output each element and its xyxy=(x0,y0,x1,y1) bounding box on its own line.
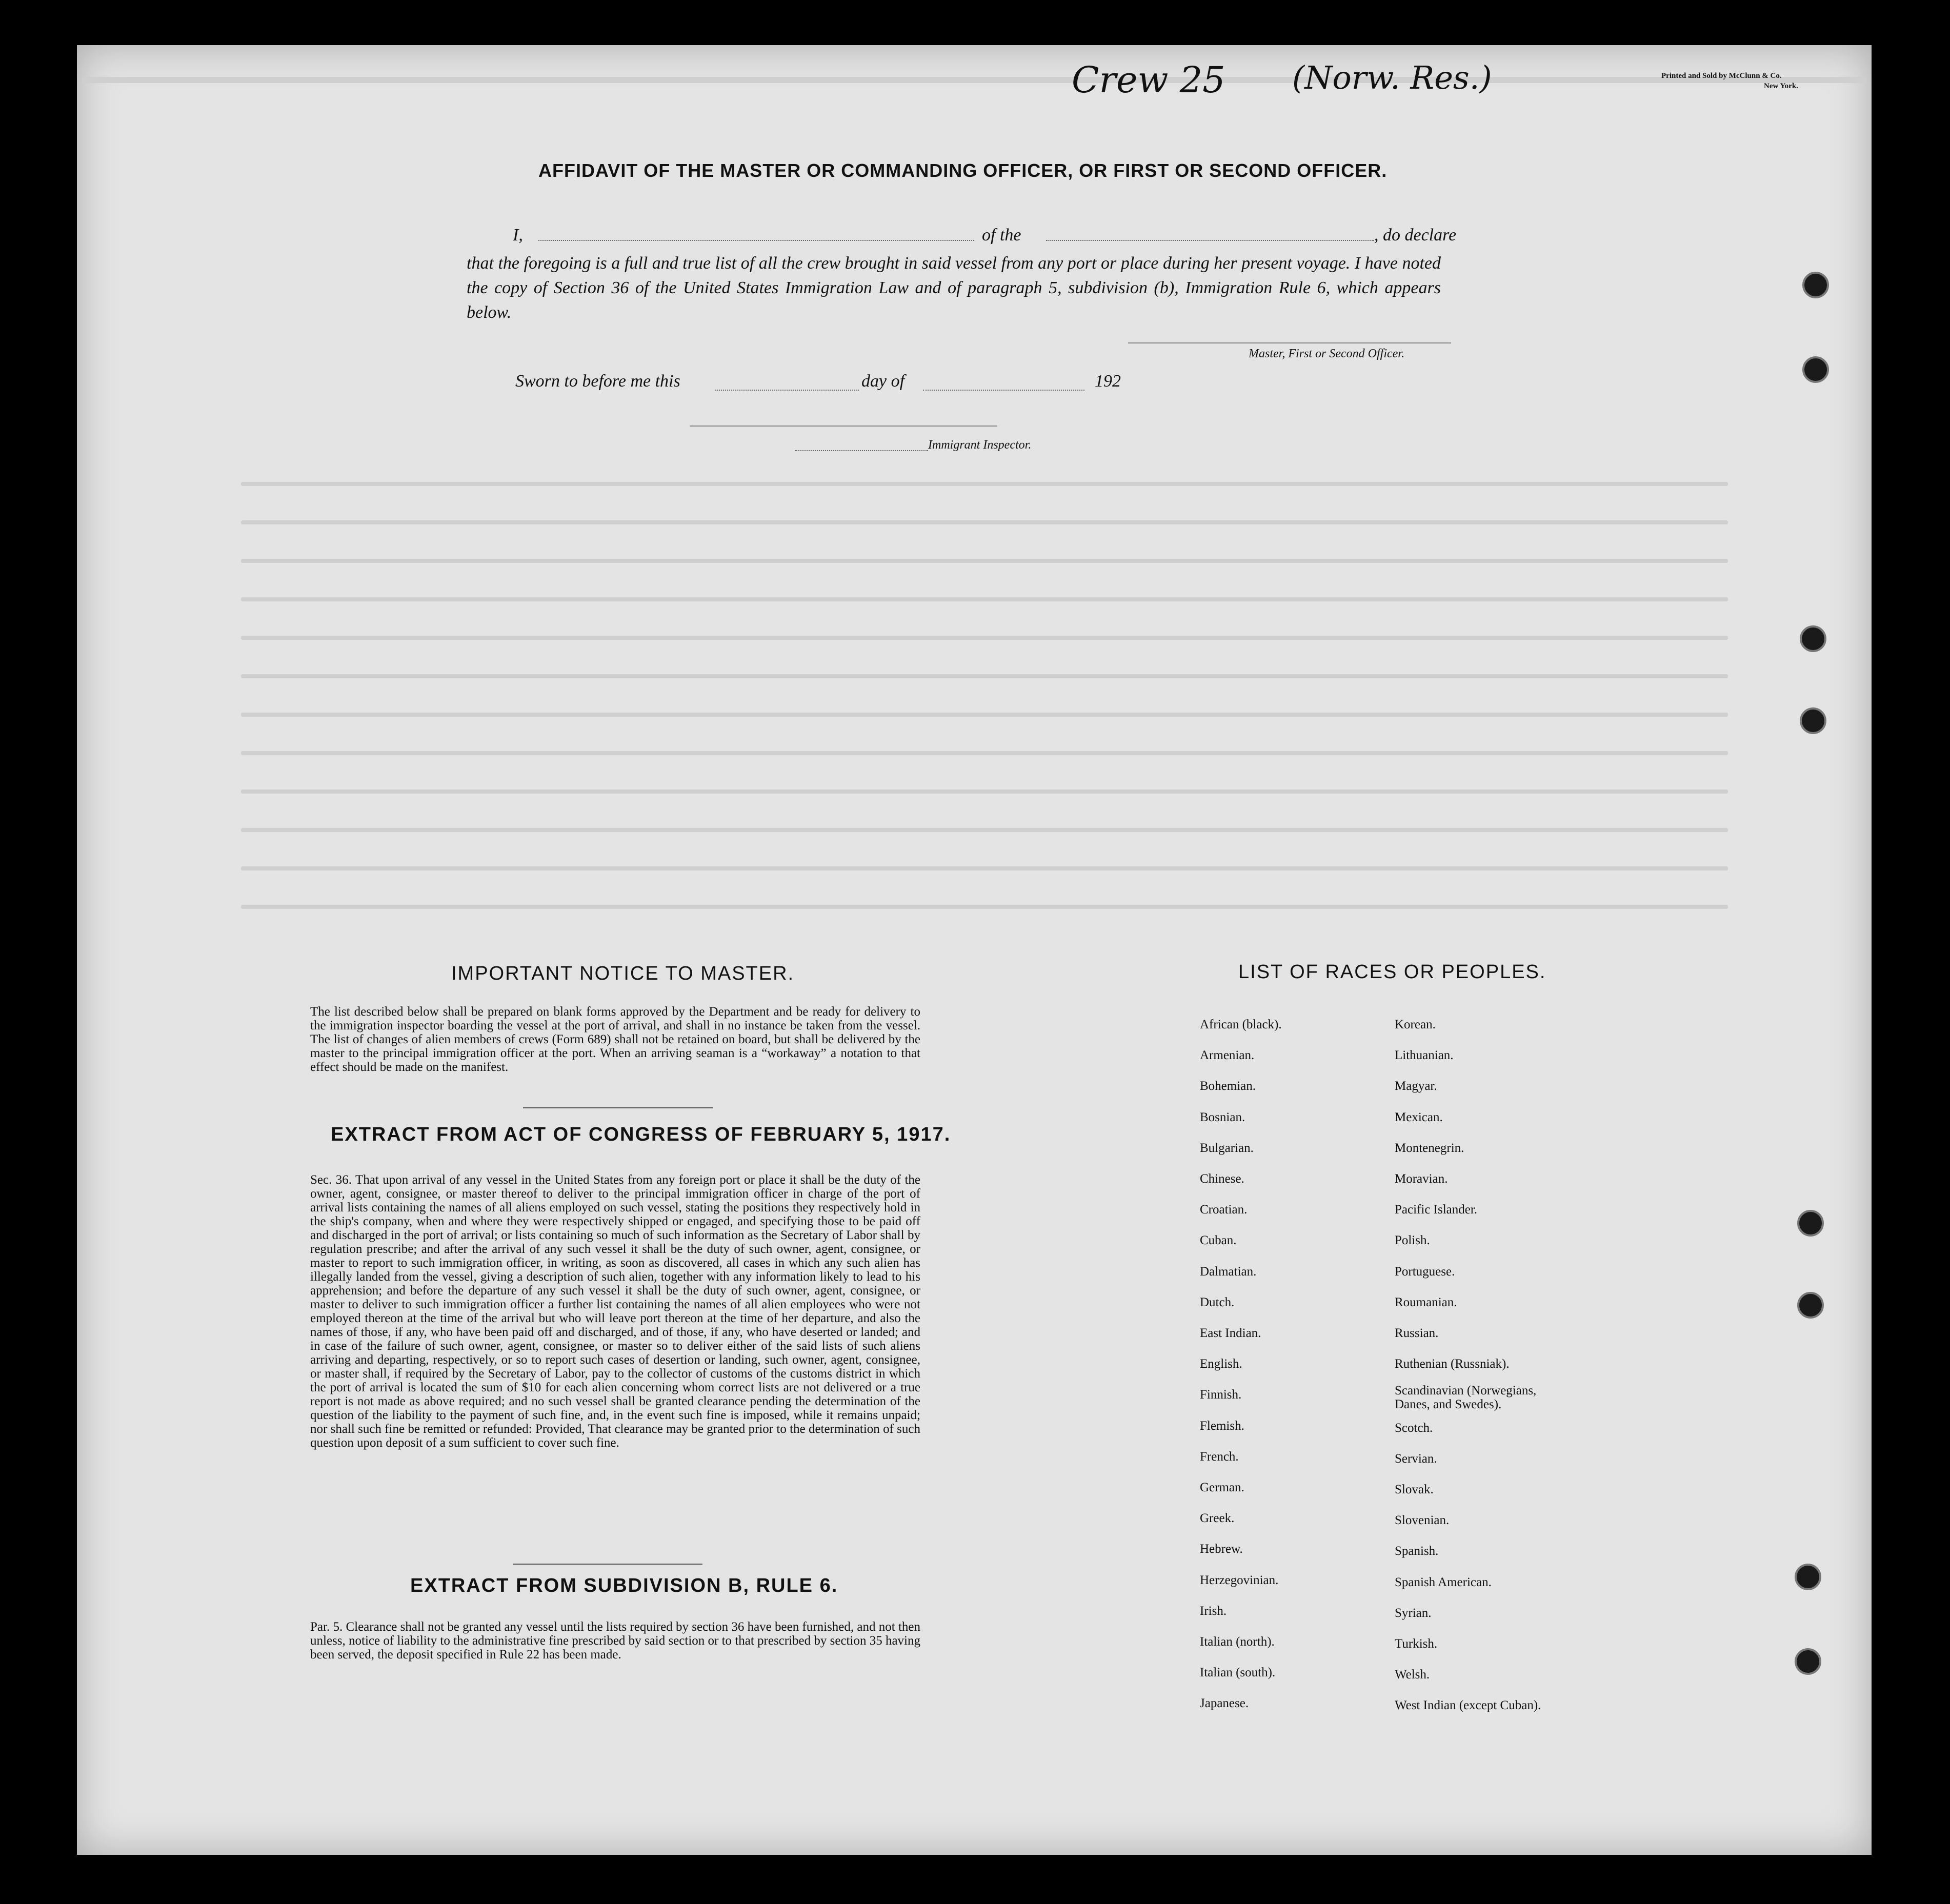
sworn-day-line xyxy=(715,390,859,391)
binder-hole xyxy=(1795,1648,1821,1675)
bleed-through-row xyxy=(241,636,1728,640)
race-item: Russian. xyxy=(1395,1326,1439,1340)
race-item: Montenegrin. xyxy=(1395,1141,1464,1155)
race-item: Scandinavian (Norwegians, Danes, and Swedes). xyxy=(1395,1384,1537,1411)
bleed-through-row xyxy=(241,674,1728,678)
race-item: African (black). xyxy=(1200,1018,1282,1031)
bleed-through-row xyxy=(241,905,1728,909)
inspector-label: Immigrant Inspector. xyxy=(928,438,1032,452)
bleed-through-row xyxy=(241,520,1728,524)
race-item: Italian (north). xyxy=(1200,1635,1275,1649)
binder-hole xyxy=(1800,707,1826,734)
declarant-label: I, xyxy=(513,226,523,245)
rule-extract-body: Par. 5. Clearance shall not be granted any vessel until the lists required by section 36 have been furnished, and not then unless, notice of liability to the administrative fine prescribed by said section or to that prescribed by section 35 having been served, the deposit specified in Rule 22 has been made. xyxy=(310,1620,920,1662)
race-item: Lithuanian. xyxy=(1395,1048,1454,1062)
race-item: Croatian. xyxy=(1200,1203,1248,1217)
race-item: Dutch. xyxy=(1200,1295,1235,1309)
race-item: German. xyxy=(1200,1481,1244,1494)
race-item: Slovak. xyxy=(1395,1483,1434,1496)
races-title: LIST OF RACES OR PEOPLES. xyxy=(1238,961,1546,983)
sworn-month-line xyxy=(923,390,1084,391)
race-item: East Indian. xyxy=(1200,1326,1261,1340)
race-item: Spanish. xyxy=(1395,1544,1439,1558)
race-item: Italian (south). xyxy=(1200,1666,1276,1679)
act-extract-title: EXTRACT FROM ACT OF CONGRESS OF FEBRUARY 5, 1917. xyxy=(331,1124,951,1145)
inspector-signature-line xyxy=(690,426,997,427)
bleed-through-row xyxy=(241,789,1728,794)
affidavit-statement: that the foregoing is a full and true list of all the crew brought in said vessel from any port or place during her present voyage. I have noted the copy of Section 36 of the United States Immigration Law and of paragraph 5, subdivision (b), Immigration Rule 6, which appears below. xyxy=(467,254,1441,322)
rule-extract-title: EXTRACT FROM SUBDIVISION B, RULE 6. xyxy=(410,1575,838,1596)
race-item: Servian. xyxy=(1395,1452,1437,1466)
bleed-through-row xyxy=(241,828,1728,832)
bleed-through-row xyxy=(241,866,1728,870)
race-item: Flemish. xyxy=(1200,1419,1244,1433)
race-item: Scotch. xyxy=(1395,1421,1433,1435)
sworn-label: Sworn to before me this xyxy=(515,372,680,391)
race-item: Finnish. xyxy=(1200,1388,1242,1402)
race-item: Japanese. xyxy=(1200,1696,1249,1710)
handwritten-nationality-note: (Norw. Res.) xyxy=(1292,59,1492,96)
day-of-label: day of xyxy=(861,372,905,391)
section-divider xyxy=(523,1107,713,1108)
race-item: Hebrew. xyxy=(1200,1542,1243,1556)
bleed-through-row xyxy=(241,597,1728,601)
race-item: Portuguese. xyxy=(1395,1265,1455,1279)
binder-hole xyxy=(1802,356,1829,383)
race-item: Turkish. xyxy=(1395,1637,1438,1651)
race-item: Armenian. xyxy=(1200,1048,1255,1062)
race-item: Syrian. xyxy=(1395,1606,1432,1620)
binder-hole xyxy=(1797,1210,1824,1237)
binder-hole xyxy=(1795,1564,1821,1590)
race-item: Bulgarian. xyxy=(1200,1141,1254,1155)
page-edge-strip xyxy=(82,77,1866,83)
race-item: West Indian (except Cuban). xyxy=(1395,1698,1541,1712)
race-item: Mexican. xyxy=(1395,1110,1443,1124)
section-divider xyxy=(513,1564,702,1565)
binder-hole xyxy=(1802,272,1829,298)
binder-hole xyxy=(1797,1292,1824,1319)
printer-city: New York. xyxy=(1764,82,1798,90)
declarant-name-line xyxy=(538,240,974,241)
race-item: Polish. xyxy=(1395,1233,1430,1247)
year-label: 192 xyxy=(1095,372,1121,391)
race-item: Roumanian. xyxy=(1395,1295,1457,1309)
race-item: Korean. xyxy=(1395,1018,1436,1031)
bleed-through-row xyxy=(241,482,1728,486)
race-item: English. xyxy=(1200,1357,1242,1371)
notice-body: The list described below shall be prepared on blank forms approved by the Department and be ready for delivery to the immigration inspector boarding the vessel at the port of arrival, and shall in no instance be taken from the vessel. The list of changes of alien members of crews (Form 689) shall not be retained on board, but shall be delivered by the master to the principal immigration officer at the port. When an arriving seaman is a “workaway” a notation to that effect should be made on the manifest. xyxy=(310,1005,920,1074)
race-item: Chinese. xyxy=(1200,1172,1244,1186)
affidavit-title: AFFIDAVIT OF THE MASTER OR COMMANDING OFFICER, OR FIRST OR SECOND OFFICER. xyxy=(538,160,1388,181)
race-item: Bohemian. xyxy=(1200,1079,1256,1093)
race-item: Welsh. xyxy=(1395,1668,1430,1682)
bleed-through-row xyxy=(241,751,1728,755)
declare-label: , do declare xyxy=(1374,226,1457,245)
notice-title: IMPORTANT NOTICE TO MASTER. xyxy=(451,963,795,984)
race-item: Greek. xyxy=(1200,1511,1235,1525)
binder-hole xyxy=(1800,625,1826,652)
race-item: Slovenian. xyxy=(1395,1513,1450,1527)
master-signature-line xyxy=(1128,342,1451,343)
handwritten-crew-note: Crew 25 xyxy=(1072,59,1225,101)
race-item: Irish. xyxy=(1200,1604,1227,1618)
race-item: Herzegovinian. xyxy=(1200,1573,1279,1587)
inspector-dotted-line xyxy=(795,450,928,451)
race-item: French. xyxy=(1200,1450,1239,1464)
race-item: Bosnian. xyxy=(1200,1110,1245,1124)
race-item: Ruthenian (Russniak). xyxy=(1395,1357,1510,1371)
act-extract-body: Sec. 36. That upon arrival of any vessel in the United States from any foreign port or place it shall be the duty of the owner, agent, consignee, or master thereof to deliver to the principal immigration officer in charge of the port of arrival lists containing the names of all aliens employed on such vessel, stating the positions they respectively hold in the ship's company, when and where they were respectively shipped or engaged, and specifying those to be paid off and discharged in the port of arrival; or lists containing so much of such information as the Secretary of Labor shall by regulation prescribe; and after the arrival of any such vessel it shall be the duty of such owner, agent, consignee, or master to report to such immigration officer, in writing, as soon as discovered, all cases in which any such alien has illegally landed from the vessel, giving a description of such alien, together with any information likely to lead to his apprehension; and before the departure of any such vessel it shall be the duty of such owner, agent, consignee, or master to deliver to such immigration officer a further list containing the names of all alien employees who were not employed thereon at the time of the arrival but who will leave port thereon at the time of her departure, and also the names of those, if any, who have been paid off and discharged, and of those, if any, who have deserted or landed; and in case of the failure of such owner, agent, consignee, or master so to deliver either of the said lists of such aliens arriving and departing, respectively, or so to report such cases of desertion or landing, such owner, agent, consignee, or master shall, if required by the Secretary of Labor, pay to the collector of customs of the customs district in which the port of arrival is located the sum of $10 for each alien concerning whom correct lists are not delivered or a true report is not made as above required; and no such vessel shall be granted clearance pending the determination of the question of the liability to the payment of such fine, and, in the event such fine is imposed, while it remains unpaid; nor shall such fine be remitted or refunded: Provided, That clearance may be granted prior to the determination of such question upon deposit of a sum sufficient to cover such fine. xyxy=(310,1173,920,1450)
race-item: Moravian. xyxy=(1395,1172,1448,1186)
race-item: Pacific Islander. xyxy=(1395,1203,1478,1217)
vessel-name-line xyxy=(1046,240,1374,241)
race-item: Spanish American. xyxy=(1395,1575,1492,1589)
printer-credit: Printed and Sold by McClunn & Co. xyxy=(1661,72,1782,80)
race-item: Dalmatian. xyxy=(1200,1265,1257,1279)
vessel-label: of the xyxy=(982,226,1021,245)
bleed-through-row xyxy=(241,713,1728,717)
race-item: Cuban. xyxy=(1200,1233,1237,1247)
bleed-through-row xyxy=(241,559,1728,563)
master-signature-label: Master, First or Second Officer. xyxy=(1249,347,1404,360)
race-item: Magyar. xyxy=(1395,1079,1437,1093)
